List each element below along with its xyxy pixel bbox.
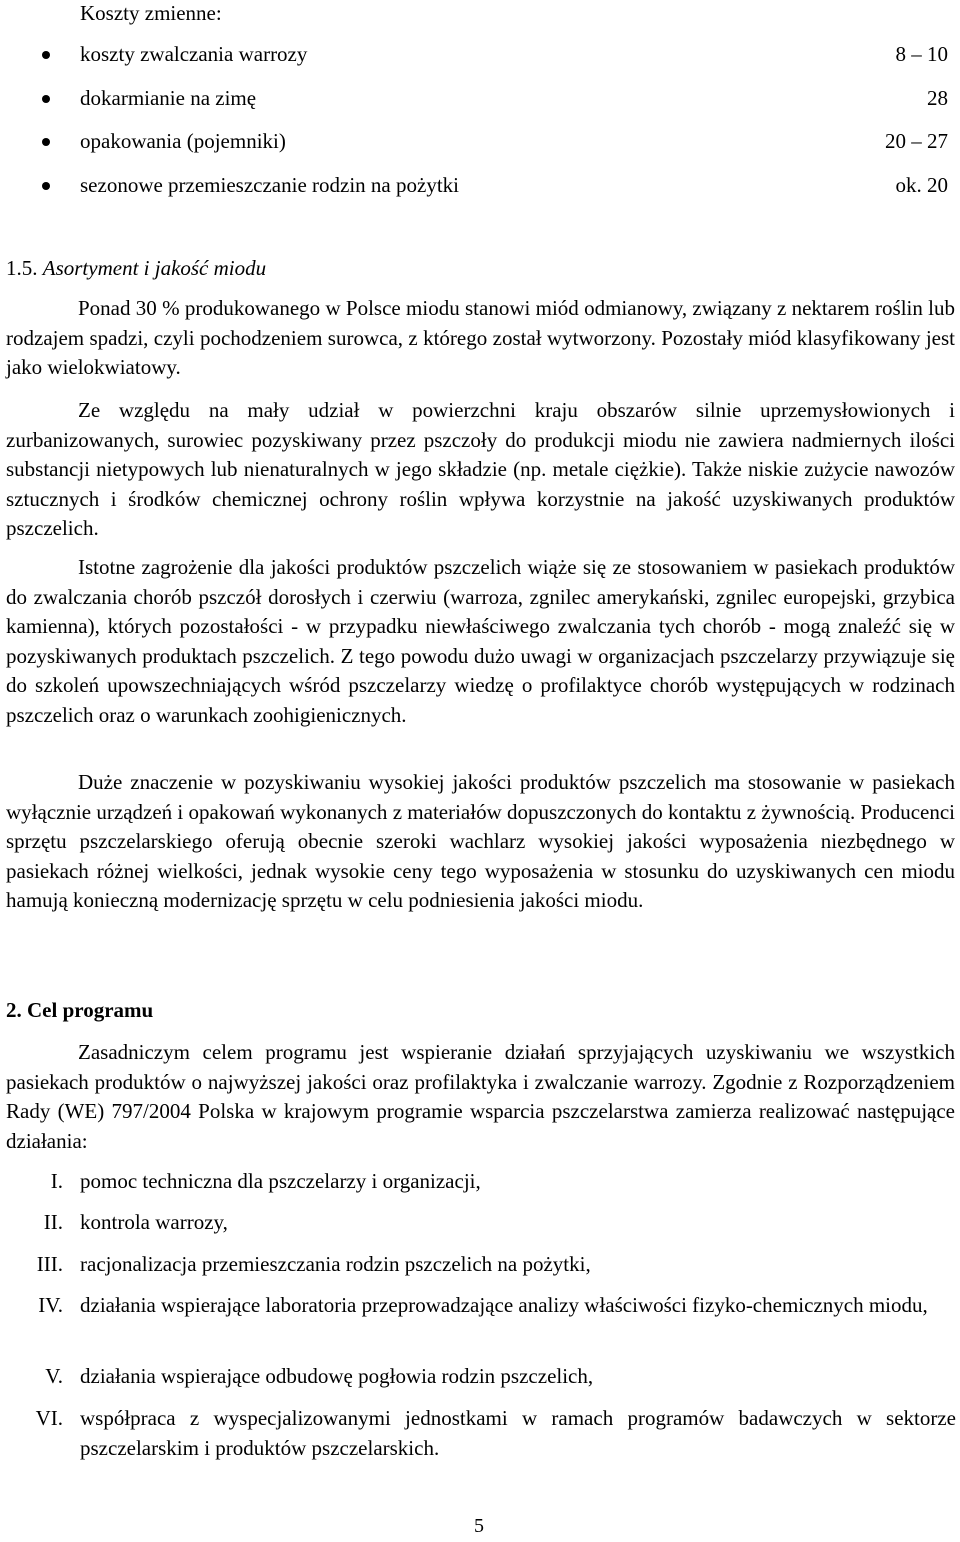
paragraph: Ponad 30 % produkowanego w Polsce miodu stanowi miód odmianowy, związany z nektarem roślin lub rodzajem spadzi, czyli pochodzeniem surowca, z którego został wytworzony. Pozostały miód klasyfikowany jest jako wielokwiatowy. bbox=[6, 296, 955, 379]
section-number: 1.5. bbox=[6, 256, 38, 280]
cost-item-value: 8 – 10 bbox=[895, 42, 948, 66]
list-item-text: współpraca z wyspecjalizowanymi jednostkami w ramach programów badawczych w sektorze pszczelarskim i produktów pszczelarskich. bbox=[80, 1406, 956, 1460]
paragraph: Zasadniczym celem programu jest wspieranie działań sprzyjających uzyskiwaniu we wszystkich pasiekach produktów o najwyższej jakości oraz profilaktyka i zwalczanie warrozy. Zgodnie z Rozporządzeniem Rady (WE) 797/2004 Polska w krajowym programie wsparcia pszczelarstwa zamierza realizować następujące działania: bbox=[6, 1040, 955, 1153]
cost-item-value: ok. 20 bbox=[895, 173, 948, 197]
paragraph: Ze względu na mały udział w powierzchni kraju obszarów silnie uprzemysłowionych i zurbanizowanych, surowiec pozyskiwany przez pszczoły do produkcji miodu nie zawiera nadmiernych ilości substancji nietypowych lub nienaturalnych w jego składzie (np. metale ciężkie). Także niskie zużycie nawozów sztucznych i środków chemicznej ochrony roślin wpływa korzystnie na jakość uzyskiwanych produktów pszczelich. bbox=[6, 398, 955, 540]
costs-heading: Koszty zmienne: bbox=[80, 1, 222, 25]
bullet-icon bbox=[42, 51, 50, 59]
cost-item-value: 20 – 27 bbox=[885, 129, 948, 153]
section-title: Asortyment i jakość miodu bbox=[42, 256, 267, 280]
list-item-number: IV. bbox=[38, 1293, 63, 1317]
bullet-icon bbox=[42, 95, 50, 103]
bullet-icon bbox=[42, 182, 50, 190]
section-heading bbox=[6, 254, 266, 284]
list-item-number: VI. bbox=[35, 1406, 63, 1430]
list-item-number: I. bbox=[50, 1169, 63, 1193]
section-heading: 2. Cel programu bbox=[6, 998, 154, 1022]
list-item-text: działania wspierające laboratoria przeprowadzające analizy właściwości fizyko-chemicznych miodu, bbox=[80, 1293, 928, 1317]
paragraph: Duże znaczenie w pozyskiwaniu wysokiej jakości produktów pszczelich ma stosowanie w pasiekach wyłącznie urządzeń i opakowań wykonanych z materiałów dopuszczonych do kontaktu z żywnością. Producenci sprzętu pszczelarskiego oferują obecnie szeroki wachlarz wysokiej jakości wyposażenia niezbędnego w pasiekach różnej wielkości, jednak wysokie ceny tego wyposażenia w stosunku do uzyskiwanych cen miodu hamują konieczną modernizację sprzętu w celu podniesienia jakości miodu. bbox=[6, 770, 955, 912]
cost-item-name: dokarmianie na zimę bbox=[80, 86, 257, 110]
cost-item bbox=[0, 40, 960, 70]
cost-item bbox=[0, 171, 960, 201]
cost-item-name: opakowania (pojemniki) bbox=[80, 129, 286, 153]
cost-item-value: 28 bbox=[927, 86, 948, 110]
cost-item bbox=[0, 84, 960, 114]
list-item-text: racjonalizacja przemieszczania rodzin pszczelich na pożytki, bbox=[80, 1252, 591, 1276]
list-item-number: V. bbox=[45, 1364, 63, 1388]
list-item-text: kontrola warrozy, bbox=[80, 1210, 228, 1234]
list-item-number: III. bbox=[36, 1252, 63, 1276]
bullet-icon bbox=[42, 138, 50, 146]
list-item-number: II. bbox=[43, 1210, 63, 1234]
cost-item bbox=[0, 127, 960, 157]
list-item-text: działania wspierające odbudowę pogłowia rodzin pszczelich, bbox=[80, 1364, 594, 1388]
paragraph: Istotne zagrożenie dla jakości produktów pszczelich wiąże się ze stosowaniem w pasiekach produktów do zwalczania chorób pszczół dorosłych i czerwiu (warroza, zgnilec amerykański, zgnilec europejski, grzybica kamienna), których pozostałości - w przypadku niewłaściwego zwalczania tych chorób - mogą znaleźć się w pozyskiwanych produktach pszczelich. Z tego powodu dużo uwagi w organizacjach pszczelarzy przywiązuje się do szkoleń upowszechniających wśród pszczelarzy wiedzę o profilaktyce chorób występujących w rodzinach pszczelich oraz o warunkach zoohigienicznych. bbox=[6, 555, 955, 727]
list-item-text: pomoc techniczna dla pszczelarzy i organizacji, bbox=[80, 1169, 481, 1193]
cost-item-name: sezonowe przemieszczanie rodzin na pożytki bbox=[80, 173, 459, 197]
page-number: 5 bbox=[474, 1515, 484, 1537]
cost-item-name: koszty zwalczania warrozy bbox=[80, 42, 308, 66]
